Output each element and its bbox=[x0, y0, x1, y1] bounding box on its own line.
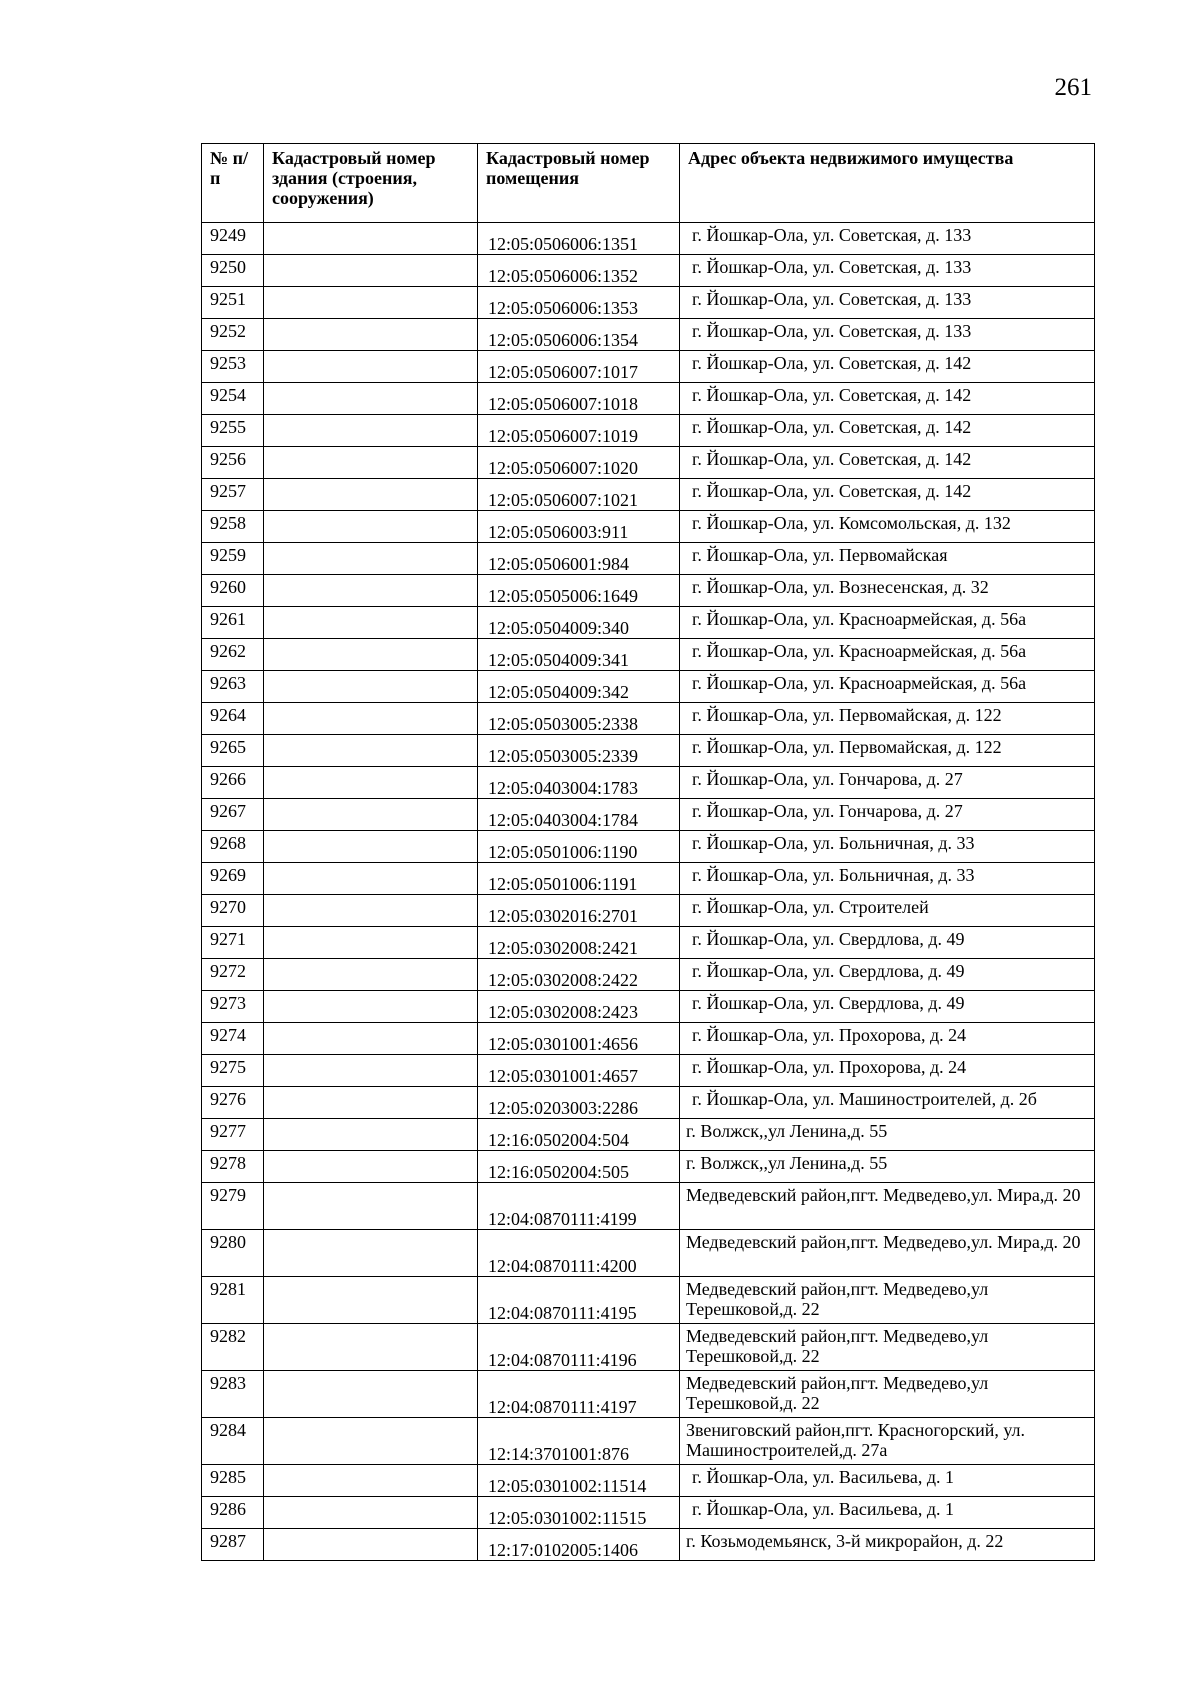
property-address: г. Йошкар-Ола, ул. Красноармейская, д. 56а bbox=[680, 639, 1095, 671]
premises-cadastral-number: 12:05:0301002:11515 bbox=[478, 1497, 680, 1529]
row-number: 9267 bbox=[202, 799, 264, 831]
building-cadastral-number bbox=[264, 479, 478, 511]
row-number: 9282 bbox=[202, 1324, 264, 1371]
property-address: г. Йошкар-Ола, ул. Первомайская, д. 122 bbox=[680, 703, 1095, 735]
premises-cadastral-number: 12:04:0870111:4195 bbox=[478, 1277, 680, 1324]
building-cadastral-number bbox=[264, 863, 478, 895]
property-address: г. Йошкар-Ола, ул. Советская, д. 133 bbox=[680, 287, 1095, 319]
building-cadastral-number bbox=[264, 1055, 478, 1087]
table-row bbox=[202, 895, 1095, 927]
property-address: г. Йошкар-Ола, ул. Васильева, д. 1 bbox=[680, 1465, 1095, 1497]
table-row bbox=[202, 703, 1095, 735]
building-cadastral-number bbox=[264, 735, 478, 767]
property-address: г. Йошкар-Ола, ул. Гончарова, д. 27 bbox=[680, 799, 1095, 831]
premises-cadastral-number: 12:04:0870111:4197 bbox=[478, 1371, 680, 1418]
building-cadastral-number bbox=[264, 1277, 478, 1324]
premises-cadastral-number: 12:05:0506007:1020 bbox=[478, 447, 680, 479]
building-cadastral-number bbox=[264, 1087, 478, 1119]
table-row bbox=[202, 575, 1095, 607]
property-address: г. Йошкар-Ола, ул. Машиностроителей, д. 2б bbox=[680, 1087, 1095, 1119]
property-address: Медведевский район,пгт. Медведево,ул. Мира,д. 20 bbox=[680, 1230, 1095, 1277]
property-address: г. Йошкар-Ола, ул. Больничная, д. 33 bbox=[680, 831, 1095, 863]
premises-cadastral-number: 12:05:0506001:984 bbox=[478, 543, 680, 575]
premises-cadastral-number: 12:17:0102005:1406 bbox=[478, 1529, 680, 1561]
row-number: 9255 bbox=[202, 415, 264, 447]
premises-cadastral-number: 12:04:0870111:4196 bbox=[478, 1324, 680, 1371]
row-number: 9269 bbox=[202, 863, 264, 895]
table-row bbox=[202, 1087, 1095, 1119]
row-number: 9263 bbox=[202, 671, 264, 703]
property-address: Медведевский район,пгт. Медведево,ул Терешковой,д. 22 bbox=[680, 1371, 1095, 1418]
property-address: г. Йошкар-Ола, ул. Советская, д. 133 bbox=[680, 223, 1095, 255]
row-number: 9279 bbox=[202, 1183, 264, 1230]
table-row bbox=[202, 383, 1095, 415]
building-cadastral-number bbox=[264, 639, 478, 671]
premises-cadastral-number: 12:05:0203003:2286 bbox=[478, 1087, 680, 1119]
premises-cadastral-number: 12:05:0506003:911 bbox=[478, 511, 680, 543]
row-number: 9284 bbox=[202, 1418, 264, 1465]
building-cadastral-number bbox=[264, 383, 478, 415]
property-table bbox=[201, 143, 1095, 1561]
table-header-row bbox=[202, 144, 1095, 223]
premises-cadastral-number: 12:05:0302008:2421 bbox=[478, 927, 680, 959]
building-cadastral-number bbox=[264, 927, 478, 959]
row-number: 9251 bbox=[202, 287, 264, 319]
property-address: г. Волжск,,ул Ленина,д. 55 bbox=[680, 1119, 1095, 1151]
table-row bbox=[202, 831, 1095, 863]
premises-cadastral-number: 12:05:0301001:4657 bbox=[478, 1055, 680, 1087]
row-number: 9276 bbox=[202, 1087, 264, 1119]
table-row bbox=[202, 1371, 1095, 1418]
table-row bbox=[202, 511, 1095, 543]
row-number: 9264 bbox=[202, 703, 264, 735]
row-number: 9258 bbox=[202, 511, 264, 543]
premises-cadastral-number: 12:16:0502004:504 bbox=[478, 1119, 680, 1151]
premises-cadastral-number: 12:05:0506007:1021 bbox=[478, 479, 680, 511]
table-row bbox=[202, 1119, 1095, 1151]
row-number: 9275 bbox=[202, 1055, 264, 1087]
row-number: 9262 bbox=[202, 639, 264, 671]
row-number: 9280 bbox=[202, 1230, 264, 1277]
premises-cadastral-number: 12:05:0501006:1190 bbox=[478, 831, 680, 863]
premises-cadastral-number: 12:05:0505006:1649 bbox=[478, 575, 680, 607]
table-row bbox=[202, 927, 1095, 959]
premises-cadastral-number: 12:05:0403004:1783 bbox=[478, 767, 680, 799]
property-address: г. Йошкар-Ола, ул. Советская, д. 142 bbox=[680, 447, 1095, 479]
page-number: 261 bbox=[1054, 74, 1092, 101]
premises-cadastral-number: 12:05:0501006:1191 bbox=[478, 863, 680, 895]
building-cadastral-number bbox=[264, 1529, 478, 1561]
table-row bbox=[202, 223, 1095, 255]
row-number: 9265 bbox=[202, 735, 264, 767]
building-cadastral-number bbox=[264, 447, 478, 479]
premises-cadastral-number: 12:05:0302008:2423 bbox=[478, 991, 680, 1023]
property-address: г. Йошкар-Ола, ул. Советская, д. 142 bbox=[680, 383, 1095, 415]
building-cadastral-number bbox=[264, 1465, 478, 1497]
building-cadastral-number bbox=[264, 511, 478, 543]
premises-cadastral-number: 12:05:0506007:1019 bbox=[478, 415, 680, 447]
premises-cadastral-number: 12:05:0506007:1017 bbox=[478, 351, 680, 383]
premises-cadastral-number: 12:05:0504009:340 bbox=[478, 607, 680, 639]
property-address: г. Йошкар-Ола, ул. Советская, д. 133 bbox=[680, 319, 1095, 351]
premises-cadastral-number: 12:05:0506006:1354 bbox=[478, 319, 680, 351]
building-cadastral-number bbox=[264, 895, 478, 927]
row-number: 9272 bbox=[202, 959, 264, 991]
property-address: г. Йошкар-Ола, ул. Советская, д. 142 bbox=[680, 351, 1095, 383]
row-number: 9249 bbox=[202, 223, 264, 255]
property-address: г. Йошкар-Ола, ул. Гончарова, д. 27 bbox=[680, 767, 1095, 799]
table-row bbox=[202, 1324, 1095, 1371]
table-row bbox=[202, 607, 1095, 639]
row-number: 9253 bbox=[202, 351, 264, 383]
property-address: г. Йошкар-Ола, ул. Первомайская, д. 122 bbox=[680, 735, 1095, 767]
row-number: 9268 bbox=[202, 831, 264, 863]
row-number: 9257 bbox=[202, 479, 264, 511]
row-number: 9281 bbox=[202, 1277, 264, 1324]
building-cadastral-number bbox=[264, 1497, 478, 1529]
row-number: 9270 bbox=[202, 895, 264, 927]
row-number: 9259 bbox=[202, 543, 264, 575]
premises-cadastral-number: 12:05:0301001:4656 bbox=[478, 1023, 680, 1055]
property-address: г. Йошкар-Ола, ул. Советская, д. 142 bbox=[680, 479, 1095, 511]
building-cadastral-number bbox=[264, 287, 478, 319]
property-address: г. Козьмодемьянск, 3-й микрорайон, д. 22 bbox=[680, 1529, 1095, 1561]
table-row bbox=[202, 415, 1095, 447]
table-row bbox=[202, 767, 1095, 799]
table-row bbox=[202, 991, 1095, 1023]
building-cadastral-number bbox=[264, 415, 478, 447]
table-row bbox=[202, 1183, 1095, 1230]
table-row bbox=[202, 863, 1095, 895]
property-address: г. Волжск,,ул Ленина,д. 55 bbox=[680, 1151, 1095, 1183]
property-address: г. Йошкар-Ола, ул. Красноармейская, д. 56а bbox=[680, 671, 1095, 703]
building-cadastral-number bbox=[264, 607, 478, 639]
table-row bbox=[202, 1055, 1095, 1087]
building-cadastral-number bbox=[264, 991, 478, 1023]
header-building-cadastral: Кадастровый номер здания (строения, сооружения) bbox=[264, 144, 478, 223]
row-number: 9261 bbox=[202, 607, 264, 639]
building-cadastral-number bbox=[264, 767, 478, 799]
building-cadastral-number bbox=[264, 223, 478, 255]
table-row bbox=[202, 1151, 1095, 1183]
table-row bbox=[202, 319, 1095, 351]
premises-cadastral-number: 12:04:0870111:4199 bbox=[478, 1183, 680, 1230]
premises-cadastral-number: 12:05:0302008:2422 bbox=[478, 959, 680, 991]
table-row bbox=[202, 799, 1095, 831]
row-number: 9271 bbox=[202, 927, 264, 959]
premises-cadastral-number: 12:05:0506006:1351 bbox=[478, 223, 680, 255]
table-row bbox=[202, 447, 1095, 479]
row-number: 9285 bbox=[202, 1465, 264, 1497]
building-cadastral-number bbox=[264, 671, 478, 703]
row-number: 9278 bbox=[202, 1151, 264, 1183]
row-number: 9277 bbox=[202, 1119, 264, 1151]
premises-cadastral-number: 12:05:0302016:2701 bbox=[478, 895, 680, 927]
header-premises-cadastral: Кадастровый номер помещения bbox=[478, 144, 680, 223]
table-row bbox=[202, 1277, 1095, 1324]
property-address: г. Йошкар-Ола, ул. Советская, д. 142 bbox=[680, 415, 1095, 447]
building-cadastral-number bbox=[264, 255, 478, 287]
premises-cadastral-number: 12:04:0870111:4200 bbox=[478, 1230, 680, 1277]
building-cadastral-number bbox=[264, 575, 478, 607]
property-address: г. Йошкар-Ола, ул. Первомайская bbox=[680, 543, 1095, 575]
building-cadastral-number bbox=[264, 959, 478, 991]
property-address: г. Йошкар-Ола, ул. Васильева, д. 1 bbox=[680, 1497, 1095, 1529]
premises-cadastral-number: 12:05:0503005:2338 bbox=[478, 703, 680, 735]
row-number: 9266 bbox=[202, 767, 264, 799]
property-address: г. Йошкар-Ола, ул. Вознесенская, д. 32 bbox=[680, 575, 1095, 607]
header-address: Адрес объекта недвижимого имущества bbox=[680, 144, 1095, 223]
property-address: г. Йошкар-Ола, ул. Комсомольская, д. 132 bbox=[680, 511, 1095, 543]
property-address: Звениговский район,пгт. Красногорский, ул. Машиностроителей,д. 27а bbox=[680, 1418, 1095, 1465]
premises-cadastral-number: 12:14:3701001:876 bbox=[478, 1418, 680, 1465]
property-address: г. Йошкар-Ола, ул. Больничная, д. 33 bbox=[680, 863, 1095, 895]
row-number: 9252 bbox=[202, 319, 264, 351]
building-cadastral-number bbox=[264, 703, 478, 735]
table-row bbox=[202, 1497, 1095, 1529]
building-cadastral-number bbox=[264, 1151, 478, 1183]
premises-cadastral-number: 12:05:0301002:11514 bbox=[478, 1465, 680, 1497]
header-num: № п/п bbox=[202, 144, 264, 223]
property-address: г. Йошкар-Ола, ул. Прохорова, д. 24 bbox=[680, 1023, 1095, 1055]
building-cadastral-number bbox=[264, 831, 478, 863]
building-cadastral-number bbox=[264, 319, 478, 351]
table-row bbox=[202, 287, 1095, 319]
premises-cadastral-number: 12:05:0504009:341 bbox=[478, 639, 680, 671]
property-address: Медведевский район,пгт. Медведево,ул Терешковой,д. 22 bbox=[680, 1277, 1095, 1324]
table-row bbox=[202, 255, 1095, 287]
property-address: г. Йошкар-Ола, ул. Советская, д. 133 bbox=[680, 255, 1095, 287]
table-row bbox=[202, 351, 1095, 383]
property-address: г. Йошкар-Ола, ул. Свердлова, д. 49 bbox=[680, 927, 1095, 959]
row-number: 9274 bbox=[202, 1023, 264, 1055]
property-address: г. Йошкар-Ола, ул. Прохорова, д. 24 bbox=[680, 1055, 1095, 1087]
table-row bbox=[202, 639, 1095, 671]
building-cadastral-number bbox=[264, 1023, 478, 1055]
property-address: Медведевский район,пгт. Медведево,ул Терешковой,д. 22 bbox=[680, 1324, 1095, 1371]
table-row bbox=[202, 1418, 1095, 1465]
premises-cadastral-number: 12:05:0506006:1353 bbox=[478, 287, 680, 319]
premises-cadastral-number: 12:05:0506006:1352 bbox=[478, 255, 680, 287]
building-cadastral-number bbox=[264, 799, 478, 831]
building-cadastral-number bbox=[264, 1371, 478, 1418]
property-address: г. Йошкар-Ола, ул. Строителей bbox=[680, 895, 1095, 927]
premises-cadastral-number: 12:05:0403004:1784 bbox=[478, 799, 680, 831]
row-number: 9250 bbox=[202, 255, 264, 287]
building-cadastral-number bbox=[264, 543, 478, 575]
table-row bbox=[202, 1023, 1095, 1055]
premises-cadastral-number: 12:05:0504009:342 bbox=[478, 671, 680, 703]
table-row bbox=[202, 1529, 1095, 1561]
building-cadastral-number bbox=[264, 1230, 478, 1277]
table-row bbox=[202, 479, 1095, 511]
premises-cadastral-number: 12:05:0506007:1018 bbox=[478, 383, 680, 415]
building-cadastral-number bbox=[264, 1324, 478, 1371]
property-address: Медведевский район,пгт. Медведево,ул. Мира,д. 20 bbox=[680, 1183, 1095, 1230]
premises-cadastral-number: 12:16:0502004:505 bbox=[478, 1151, 680, 1183]
table-row bbox=[202, 1230, 1095, 1277]
row-number: 9256 bbox=[202, 447, 264, 479]
row-number: 9254 bbox=[202, 383, 264, 415]
building-cadastral-number bbox=[264, 351, 478, 383]
table-body bbox=[202, 223, 1095, 1561]
building-cadastral-number bbox=[264, 1119, 478, 1151]
row-number: 9260 bbox=[202, 575, 264, 607]
row-number: 9286 bbox=[202, 1497, 264, 1529]
row-number: 9273 bbox=[202, 991, 264, 1023]
premises-cadastral-number: 12:05:0503005:2339 bbox=[478, 735, 680, 767]
table-row bbox=[202, 543, 1095, 575]
property-address: г. Йошкар-Ола, ул. Свердлова, д. 49 bbox=[680, 959, 1095, 991]
row-number: 9287 bbox=[202, 1529, 264, 1561]
table-row bbox=[202, 671, 1095, 703]
building-cadastral-number bbox=[264, 1418, 478, 1465]
row-number: 9283 bbox=[202, 1371, 264, 1418]
table-row bbox=[202, 1465, 1095, 1497]
property-address: г. Йошкар-Ола, ул. Свердлова, д. 49 bbox=[680, 991, 1095, 1023]
table-row bbox=[202, 959, 1095, 991]
property-address: г. Йошкар-Ола, ул. Красноармейская, д. 56а bbox=[680, 607, 1095, 639]
table-row bbox=[202, 735, 1095, 767]
building-cadastral-number bbox=[264, 1183, 478, 1230]
